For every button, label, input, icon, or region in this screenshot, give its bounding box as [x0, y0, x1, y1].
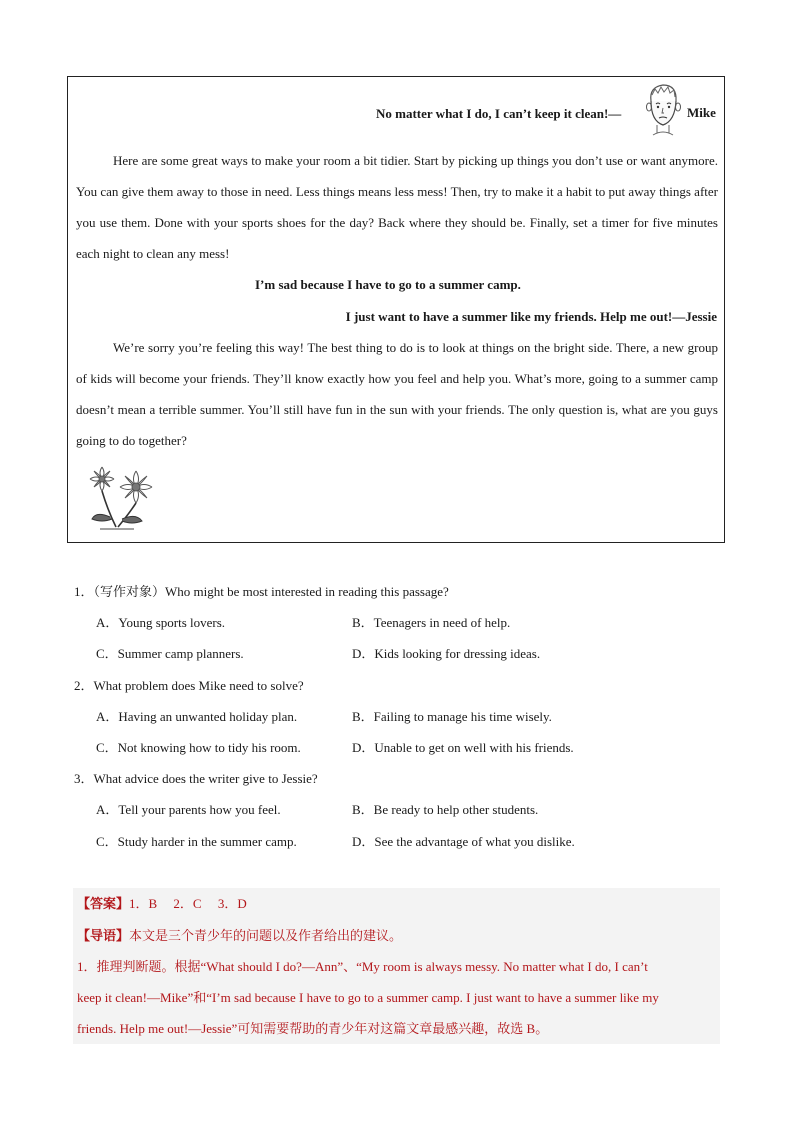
guide-text: 本文是三个青少年的问题以及作者给出的建议。 [129, 928, 403, 943]
question-1-option-a[interactable]: A．Young sports lovers. [96, 615, 226, 630]
question-2-stem: 2．What problem does Mike need to solve? [74, 678, 304, 693]
paragraph-jessie-advice: We’re sorry you’re feeling this way! The best thing to do is to look at things on the bright side. There, a new group of kids will become your friends. They’ll know exactly how you feel and help you. What’s more, going to a summer camp doesn’t mean a terrible summer. You’ll still have fun in the sun with your friends. The only question is, what are you guys going to do together? [76, 340, 718, 448]
question-3-option-b[interactable]: B．Be ready to help other students. [352, 802, 539, 817]
answer-section [73, 888, 720, 1044]
question-1-option-c[interactable]: C．Summer camp planners. [96, 646, 244, 661]
mike-heading: No matter what I do, I can’t keep it clean!— [376, 106, 622, 121]
boy-face-icon [643, 81, 683, 137]
guide-line [77, 928, 402, 944]
flower-icon [78, 461, 162, 533]
mike-name: Mike [687, 105, 716, 120]
question-2-option-b[interactable]: B．Failing to manage his time wisely. [352, 709, 552, 724]
guide-tag: 【导语】 [77, 928, 130, 943]
question-1-option-b[interactable]: B．Teenagers in need of help. [352, 615, 511, 630]
question-1-option-d[interactable]: D．Kids looking for dressing ideas. [352, 646, 541, 661]
question-2-option-c[interactable]: C．Not knowing how to tidy his room. [96, 740, 301, 755]
question-2-option-a[interactable]: A．Having an unwanted holiday plan. [96, 709, 298, 724]
question-1-stem: 1．（写作对象）Who might be most interested in reading this passage? [74, 584, 449, 599]
jessie-heading-1: I’m sad because I have to go to a summer camp. [255, 277, 521, 292]
answer-line [77, 896, 247, 912]
question-2-option-d[interactable]: D．Unable to get on well with his friends. [352, 740, 574, 755]
question-3-option-c[interactable]: C．Study harder in the summer camp. [96, 834, 297, 849]
answer-tag: 【答案】 [77, 896, 130, 911]
jessie-heading-2: I just want to have a summer like my friends. Help me out!—Jessie [345, 309, 717, 324]
question-3-option-d[interactable]: D．See the advantage of what you dislike. [352, 834, 575, 849]
question-3-stem: 3．What advice does the writer give to Jessie? [74, 771, 318, 786]
explanation-line-1: 1．推理判断题。根据“What should I do?—Ann”、“My room is always messy. No matter what I do, I can’t [77, 959, 648, 974]
passage-box [67, 76, 725, 543]
explanation-line-3: friends. Help me out!—Jessie”可知需要帮助的青少年对这篇文章最感兴趣，故选 B。 [77, 1021, 549, 1036]
paragraph-mike-advice: Here are some great ways to make your room a bit tidier. Start by picking up things you don’t use or want anymore. You can give them away to those in need. Less things means less mess! Then, try to make it a habit to put away things after you use them. Done with your sports shoes for the day? Back where they should be. Finally, set a timer for five minutes each night to clean any mess! [76, 153, 718, 261]
question-3-option-a[interactable]: A．Tell your parents how you feel. [96, 802, 281, 817]
answer-text: 1．B 2．C 3．D [129, 896, 247, 911]
explanation-line-2: keep it clean!—Mike”和“I’m sad because I have to go to a summer camp. I just want to have a summer like my [77, 990, 659, 1005]
